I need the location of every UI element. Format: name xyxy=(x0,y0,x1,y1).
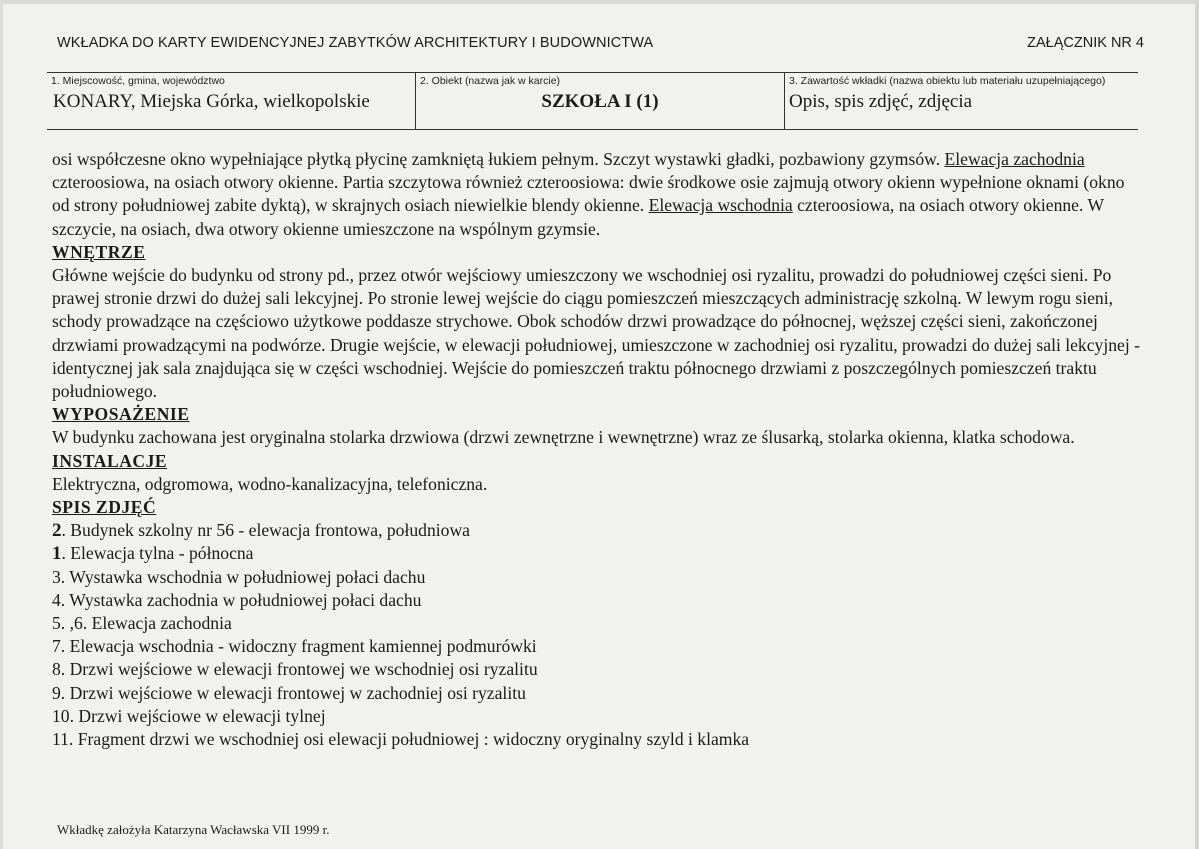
page-edge-top xyxy=(0,0,1199,4)
photo-caption: . Drzwi wejściowe w elewacji frontowej w zachodniej osi ryzalitu xyxy=(60,682,526,703)
photo-number: 2 xyxy=(52,520,62,542)
photo-caption: . Wystawka zachodnia w południowej połaci dachu xyxy=(60,589,422,610)
photo-list-item xyxy=(52,566,1142,589)
description-text-c: czteroosiowa, na osiach otwory okienne. W szczycie, na osiach, dwa otwory okienne umieszczone na wspólnym gzymsie. xyxy=(52,195,1104,239)
photo-number: 4 xyxy=(52,589,61,610)
photo-caption: . Fragment drzwi we wschodniej osi elewacji południowej : widoczny oryginalny szyld i klamka xyxy=(68,729,750,750)
field-contents-label: 3. Zawartość wkładki (nazwa obiektu lub materiału uzupełniającego) xyxy=(789,75,1106,87)
photo-caption: . Elewacja tylna - północna xyxy=(61,543,254,564)
photo-list-item xyxy=(52,658,1142,681)
author-note: Wkładkę założyła Katarzyna Wacławska VII 1999 r. xyxy=(57,822,330,837)
photo-list-item xyxy=(52,589,1142,612)
interior-heading: WNĘTRZE xyxy=(52,241,146,262)
annex-number: ZAŁĄCZNIK NR 4 xyxy=(1027,35,1144,51)
photo-caption: . Drzwi wejściowe w elewacji frontowej we wschodniej osi ryzalitu xyxy=(60,659,538,680)
west-elevation-term: Elewacja zachodnia xyxy=(944,149,1085,169)
photo-list-item xyxy=(52,635,1142,658)
photo-caption: . Elewacja wschodnia - widoczny fragment kamiennej podmurówki xyxy=(60,636,537,657)
field-object-value: SZKOŁA I (1) xyxy=(541,91,659,112)
document-body xyxy=(52,148,1142,751)
installations-heading: INSTALACJE xyxy=(52,450,168,471)
description-text-a: osi współczesne okno wypełniające płytką płycinę zamkniętą łukiem pełnym. Szczyt wystawki gładki, pozbawiony gzymsów. xyxy=(52,149,945,169)
photo-list-item xyxy=(52,682,1142,705)
photo-list-item xyxy=(52,705,1142,728)
photo-number: 3 xyxy=(52,566,61,587)
east-elevation-term: Elewacja wschodnia xyxy=(648,195,793,216)
photo-caption: . Budynek szkolny nr 56 - elewacja frontowa, południowa xyxy=(61,520,470,541)
field-object-label: 2. Obiekt (nazwa jak w karcie) xyxy=(420,75,561,87)
photo-list-item xyxy=(52,519,1142,542)
equipment-text: W budynku zachowana jest oryginalna stolarka drzwiowa (drzwi zewnętrzne i wewnętrzne) wraz ze ślusarką, stolarka okienna, klatka schodowa. xyxy=(52,427,1075,448)
photo-caption: . Wystawka wschodnia w południowej połaci dachu xyxy=(60,566,426,587)
field-location-label: 1. Miejscowość, gmina, województwo xyxy=(51,75,225,87)
photo-number: 11 xyxy=(52,729,69,750)
photo-number: 1 xyxy=(52,543,62,565)
photo-list-item xyxy=(52,612,1142,635)
photo-number: 9 xyxy=(52,682,61,703)
field-contents xyxy=(785,73,1138,129)
installations-text: Elektryczna, odgromowa, wodno-kanalizacyjna, telefoniczna. xyxy=(52,473,488,494)
photo-list-item xyxy=(52,728,1142,751)
equipment-heading: WYPOSAŻENIE xyxy=(52,404,190,425)
page-edge-left xyxy=(0,0,3,849)
photo-list-heading: SPIS ZDJĘĆ xyxy=(52,497,157,518)
field-location xyxy=(47,73,416,129)
photo-number: 5 xyxy=(52,613,61,634)
form-header-table xyxy=(47,72,1138,130)
field-object xyxy=(416,73,785,129)
field-location-value: KONARY, Miejska Górka, wielkopolskie xyxy=(53,91,370,112)
photo-list-item xyxy=(52,542,1142,565)
description-paragraph xyxy=(52,148,1142,241)
photo-number: 7 xyxy=(52,636,61,657)
field-contents-value: Opis, spis zdjęć, zdjęcia xyxy=(789,91,973,112)
description-text-b: czteroosiowa, na osiach otwory okienne. Partia szczytowa również czteroosiowa: dwie środkowe osie zajmują otwory okienn wypełnione oknami (okno od strony południowej zabite dyktą), w skrajnych osiach niewielkie blendy okienne. xyxy=(52,172,1125,216)
page-edge-right xyxy=(1195,0,1199,849)
photo-number: 10 xyxy=(52,705,70,726)
interior-text: Główne wejście do budynku od strony pd., przez otwór wejściowy umieszczony we wschodniej osi ryzalitu, prowadzi do południowej części sieni. Po prawej stronie drzwi do dużej sali lekcyjnej. Po stronie lewej wejście do ciągu pomieszczeń mieszczących administrację szkolną. W lewym rogu sieni, schody prowadzące na częściowo użytkowe poddasze strychowe. Obok schodów drzwi prowadzące do północnej, węższej części sieni, zakończonej drzwiami prowadzącymi na podwórze. Drugie wejście, w elewacji południowej, umieszczone w zachodniej osi ryzalitu, prowadzi do dużej sali lekcyjnej - identycznej jak sala znajdująca się w części wschodniej. Wejście do pomieszczeń traktu północnego drzwiami z poszczególnych pomieszczeń traktu południowego. xyxy=(52,265,1140,402)
photo-caption: . Drzwi wejściowe w elewacji tylnej xyxy=(69,705,326,726)
photo-number: 8 xyxy=(52,659,61,680)
photo-caption: . ,6. Elewacja zachodnia xyxy=(60,613,232,634)
document-title: WKŁADKA DO KARTY EWIDENCYJNEJ ZABYTKÓW ARCHITEKTURY I BUDOWNICTWA xyxy=(57,35,654,51)
